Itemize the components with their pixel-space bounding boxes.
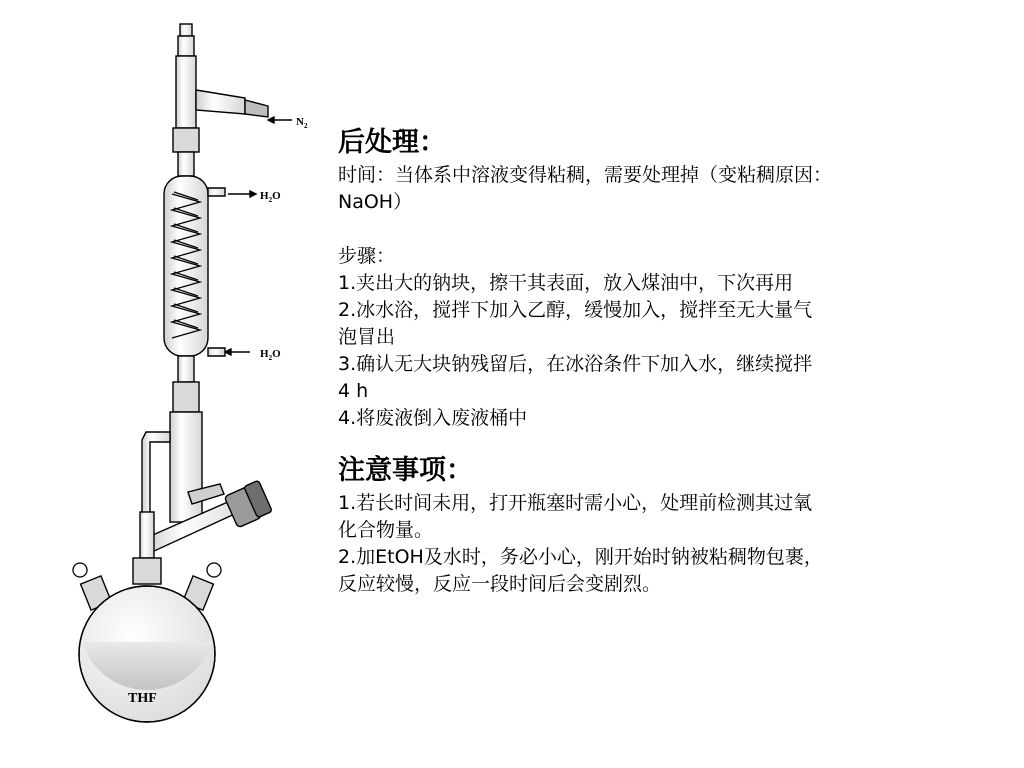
step-2-line-2: 泡冒出	[338, 326, 396, 348]
left-hook-knob	[73, 563, 87, 577]
distillation-apparatus-diagram	[60, 14, 310, 734]
water-inlet-label: $H_2O$	[260, 190, 281, 204]
step-2-line-1: 2.冰水浴，搅拌下加入乙醇，缓慢加入，搅拌至无大量气	[338, 299, 813, 321]
time-line-1: 时间：当体系中溶液变得粘稠，需要处理掉（变粘稠原因：	[338, 164, 833, 186]
step-3-line-2: 4 h	[338, 380, 369, 402]
precaution-1-line-1: 1.若长时间未用，打开瓶塞时需小心，处理前检测其过氧	[338, 492, 813, 514]
precaution-1-line-2: 化合物量。	[338, 519, 434, 541]
water-outlet-label: $H_2O$	[260, 348, 281, 362]
precautions-title: 注意事项：	[338, 455, 473, 486]
water-outlet-port	[208, 348, 225, 356]
thf-label: THF	[128, 691, 157, 706]
solvent-collector	[170, 412, 202, 522]
joint-upper	[173, 128, 199, 152]
n2-side-arm	[196, 90, 245, 114]
flask-center-joint	[133, 558, 161, 584]
gas-inlet-adapter	[176, 56, 196, 128]
precaution-2-line-1: 2.加EtOH及水时，务必小心，刚开始时钠被粘稠物包裹，	[338, 546, 823, 568]
steps-title: 步骤：	[338, 245, 396, 267]
n2-label: $N_2$	[296, 116, 308, 130]
joint-lower	[173, 382, 199, 412]
time-line-2: NaOH）	[338, 191, 413, 213]
step-1: 1.夹出大的钠块，擦干其表面，放入煤油中，下次再用	[338, 272, 794, 294]
post-treatment-title: 后处理：	[338, 127, 446, 158]
step-4: 4.将废液倒入废液桶中	[338, 407, 528, 429]
notes-panel	[338, 124, 998, 598]
water-inlet-port	[208, 188, 225, 196]
precaution-2-line-2: 反应较慢，反应一段时间后会变剧烈。	[338, 573, 662, 595]
step-3-line-1: 3.确认无大块钠残留后，在冰浴条件下加入水，继续搅拌	[338, 353, 813, 375]
top-stopper	[178, 24, 194, 56]
right-hook-knob	[207, 563, 221, 577]
